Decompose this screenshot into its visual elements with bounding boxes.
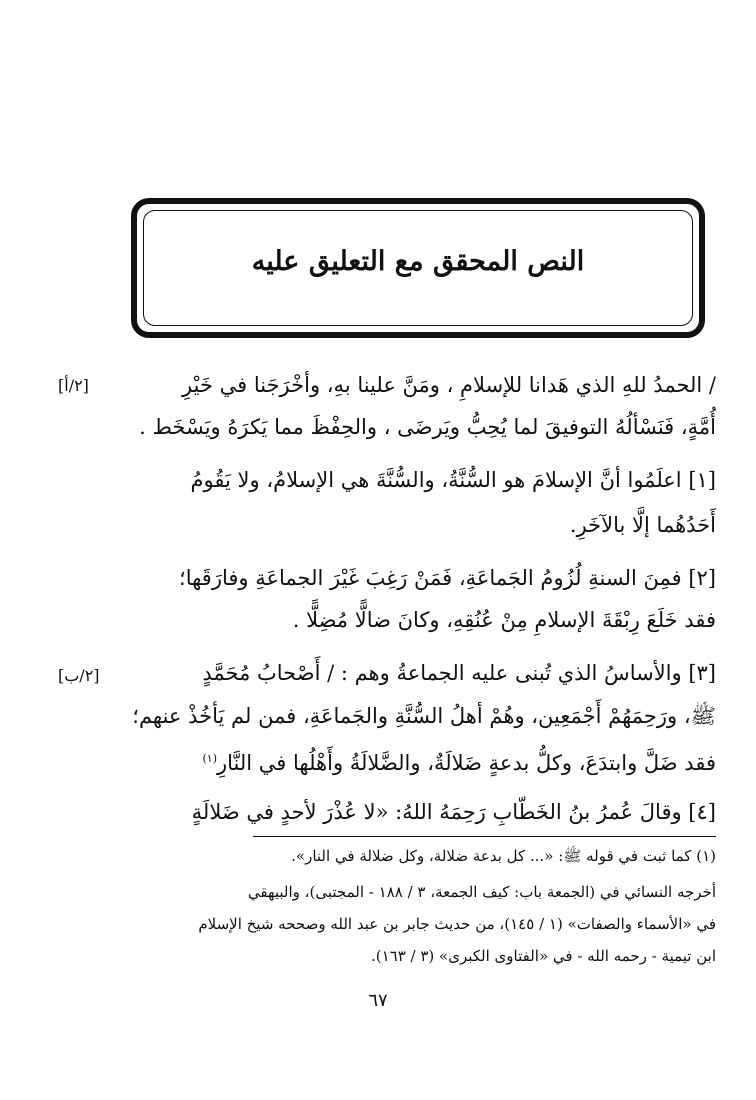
text-line: [٢] فمِنَ السنةِ لُزُومُ الجَماعَةِ، فَمَنْ رَغِبَ غَيْرَ الجماعَةِ وفارَقَها؛: [179, 566, 716, 590]
footnote-divider: [253, 836, 716, 837]
text-line: ﷺ، ورَحِمَهُمْ أَجْمَعِين، وهُمْ أهلُ السُّنَّةِ والجَماعَةِ، فمن لم يَأخُذْ عنهم؛: [132, 704, 716, 728]
footnote-line: أخرجه النسائي في (الجمعة باب: كيف الجمعة، ٣ / ١٨٨ - المجتبى)، والبيهقي: [247, 883, 716, 901]
heading-frame-inner: [143, 210, 693, 326]
text-line: [١] اعلَمُوا أنَّ الإسلامَ هو السُّنَّةُ، والسُّنَّةَ هي الإسلامُ، ولا يَقُومُ: [190, 468, 716, 492]
margin-ref-2a: [٢/أ]: [58, 376, 89, 395]
footnote-marker: (١): [202, 752, 217, 765]
heading-frame: [131, 198, 705, 338]
text-line: [٤] وقالَ عُمرُ بنُ الخَطّابِ رَحِمَهُ اللهُ: «لا عُذْرَ لأحدٍ في ضَلالَةٍ: [191, 800, 716, 824]
page-number: ٦٧: [368, 990, 388, 1011]
margin-ref-2b: [٢/ب]: [58, 666, 100, 685]
text-line: / الحمدُ للهِ الذي هَدانا للإسلامِ ، ومَنَّ علينا بهِ، وأخْرَجَنا في خَيْرِ: [182, 373, 716, 397]
text-line: أُمَّةٍ، فَنَسْألُهُ التوفيقَ لما يُحِبُّ ويَرضَى ، والحِفْظَ مما يَكرَهُ ويَسْخَط .: [139, 415, 716, 439]
text-line-body: فقد ضَلَّ وابتدَعَ، وكلُّ بدعةٍ ضَلالَةٌ، والضَّلالَةُ وأَهْلُها في النَّارِ: [217, 751, 716, 775]
text-line: فقد خَلَعَ رِبْقَةَ الإسلامِ مِنْ عُنُقِهِ، وكانَ ضالًّا مُضِلًّا .: [292, 608, 716, 632]
text-line: [٣] والأساسُ الذي تُبنى عليه الجماعةُ وهم : / أَصْحابُ مُحَمَّدٍ: [202, 661, 716, 685]
text-line: أَحَدُهُما إلَّا بالآخَرِ.: [569, 513, 716, 537]
footnote-line: (١) كما ثبت في قوله ﷺ: «... كل بدعة ضلالة، وكل ضلالة في النار».: [291, 847, 716, 865]
footnote-line: في «الأسماء والصفات» (١ / ١٤٥)، من حديث جابر بن عبد الله وصححه شيخ الإسلام: [198, 915, 716, 933]
text-line: [202, 744, 716, 778]
section-heading: النص المحقق مع التعليق عليه: [251, 245, 585, 277]
footnote-line: ابن تيمية - رحمه الله - في «الفتاوى الكبرى» (٣ / ١٦٣).: [370, 947, 716, 965]
